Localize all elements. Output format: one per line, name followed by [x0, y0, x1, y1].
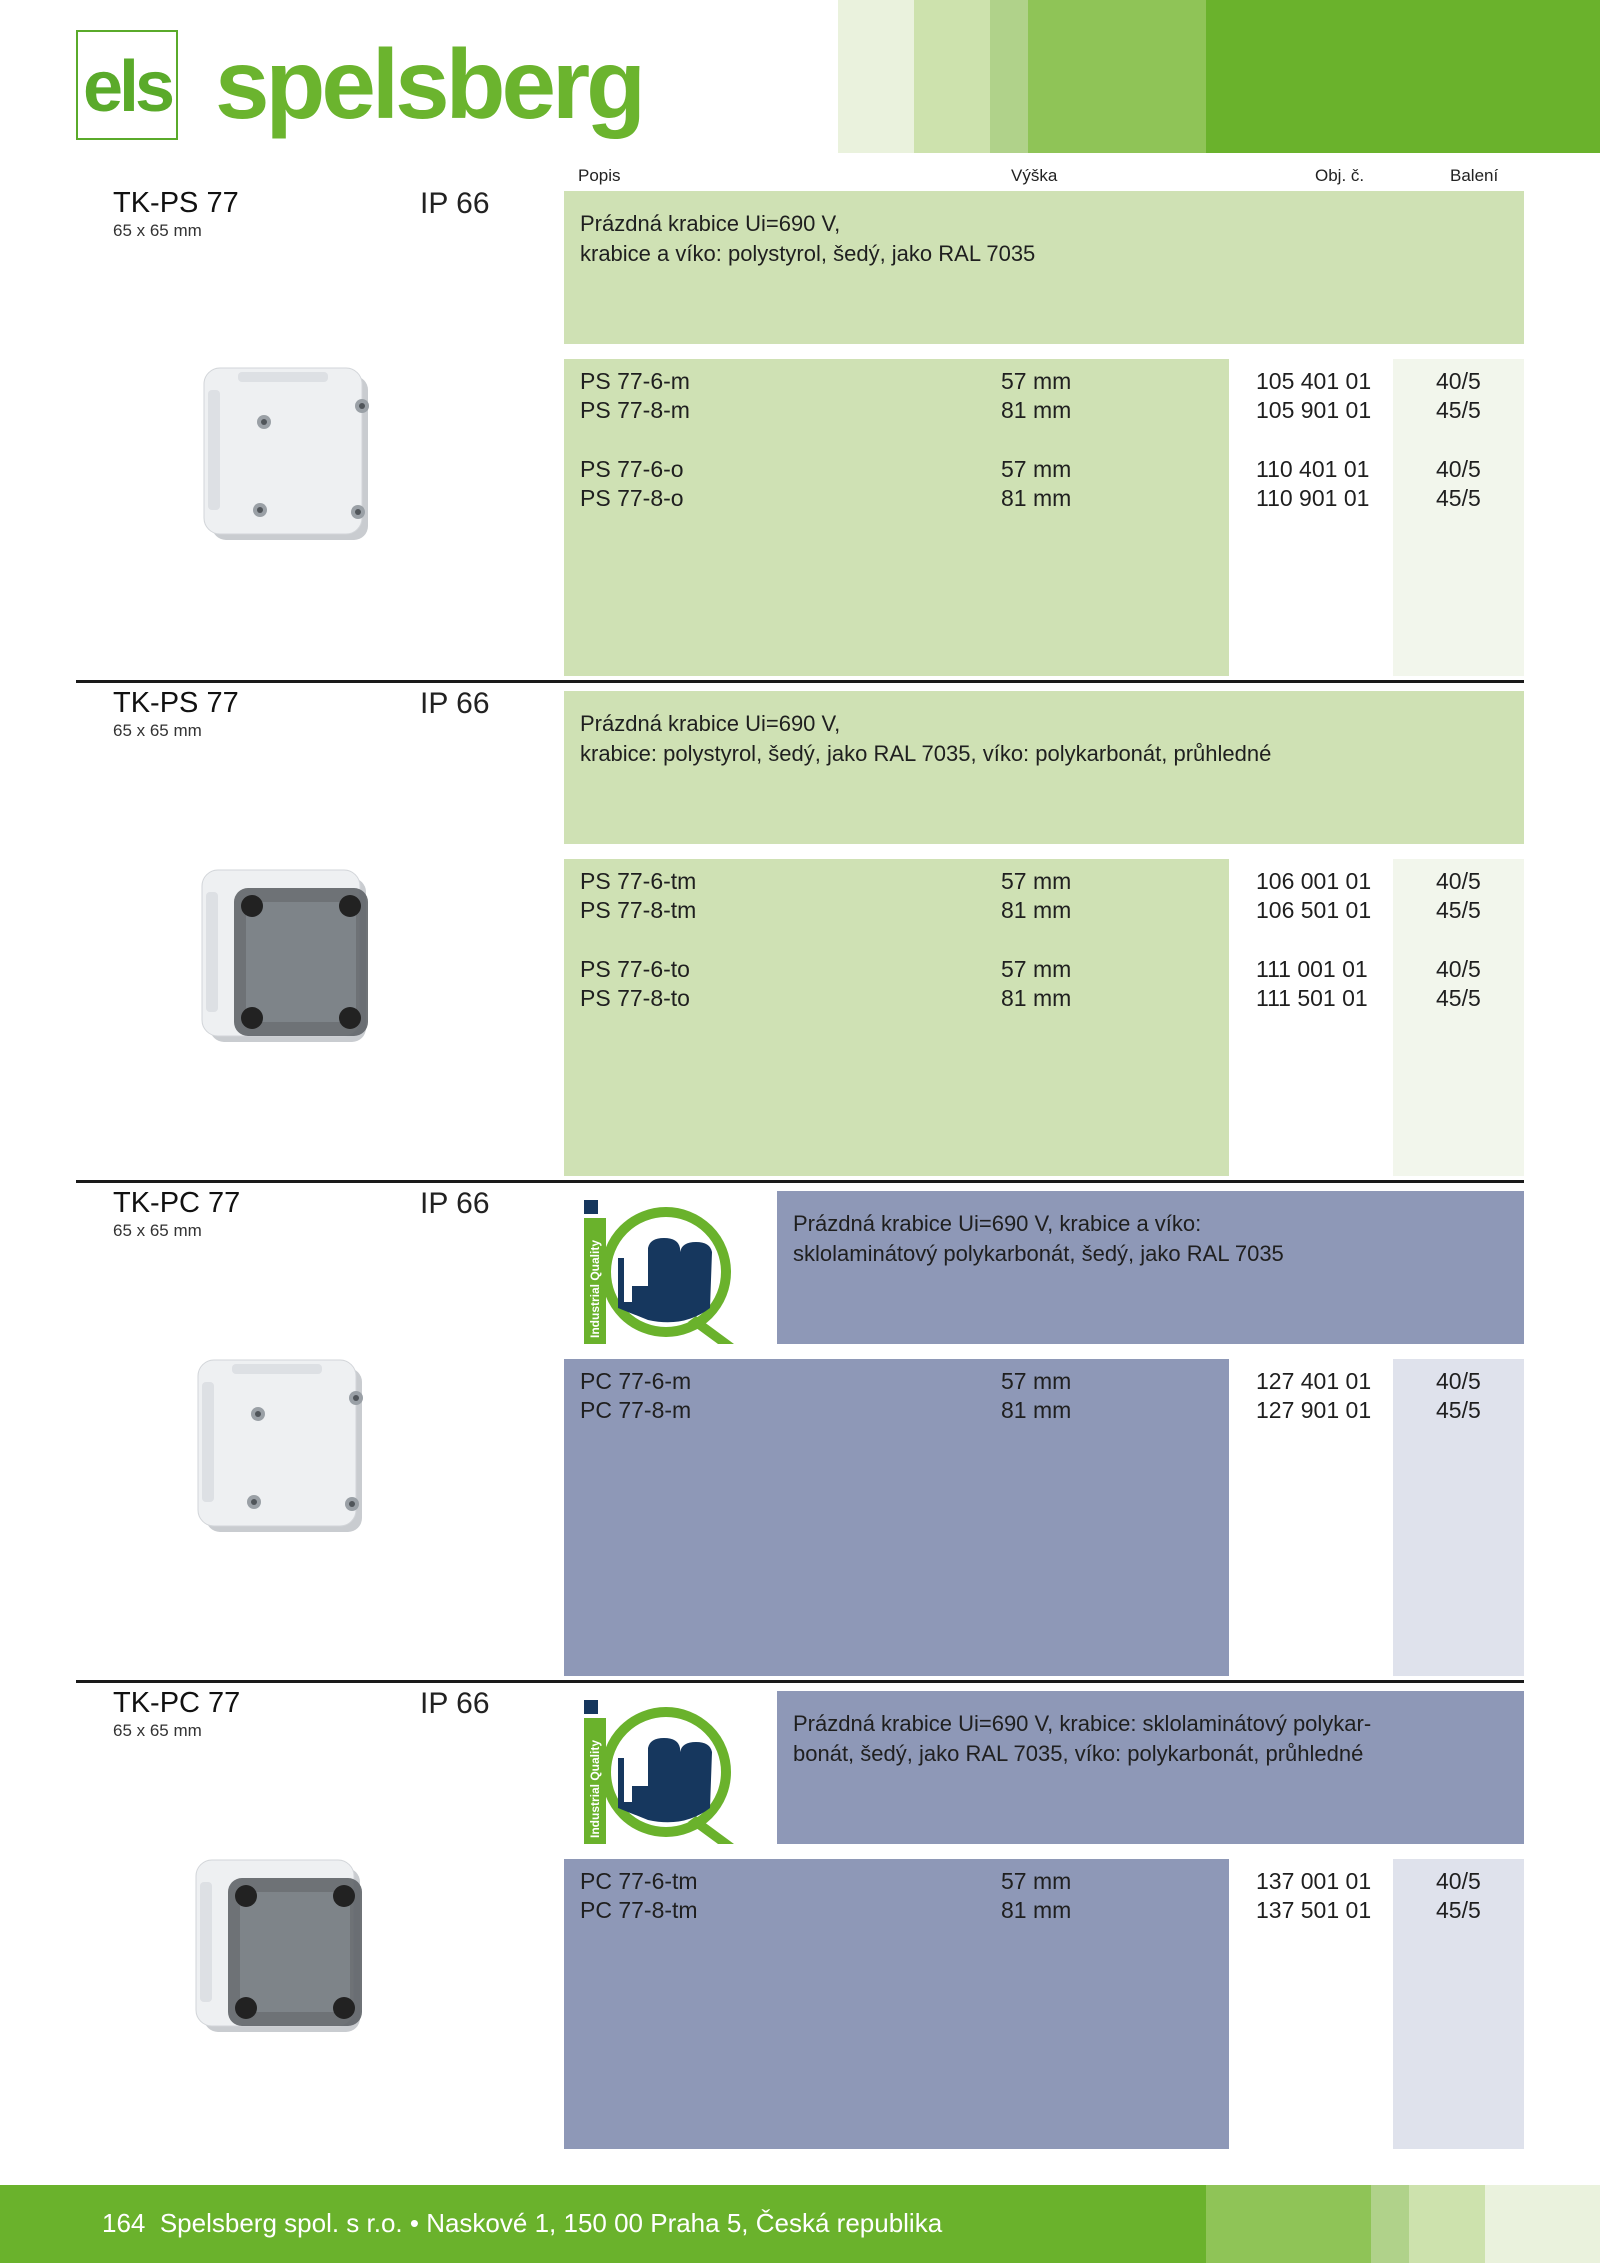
description-box [564, 191, 1524, 344]
variant-name: PS 77-6-tm [580, 868, 697, 894]
variant-name: PC 77-8-m [580, 1397, 692, 1423]
order-number: 111 001 01 [1256, 956, 1368, 982]
header-band-2 [914, 0, 990, 153]
order-number: 110 901 01 [1256, 485, 1370, 511]
product-image-grey-box [198, 360, 378, 550]
variant-height: 57 mm [1001, 1368, 1072, 1394]
description-line-2: bonát, šedý, jako RAL 7035, víko: polykarbonát, průhledné [793, 1741, 1364, 1766]
order-number: 105 401 01 [1256, 368, 1372, 394]
section-dimensions: 65 x 65 mm [113, 221, 202, 240]
footer-band-1 [1206, 2185, 1371, 2263]
industrial-quality-badge [584, 1198, 744, 1346]
section-dimensions: 65 x 65 mm [113, 721, 202, 740]
variant-height: 81 mm [1001, 985, 1072, 1011]
description-box [777, 1191, 1524, 1344]
ip-rating: IP 66 [420, 1187, 490, 1220]
industrial-quality-logo [584, 1198, 744, 1346]
ip-rating: IP 66 [420, 1687, 490, 1720]
description-line-2: sklolaminátový polykarbonát, šedý, jako RAL 7035 [793, 1241, 1284, 1266]
variant-height: 81 mm [1001, 1397, 1072, 1423]
column-header-vyska: Výška [1011, 166, 1058, 185]
packaging: 40/5 [1436, 456, 1481, 482]
description-box [777, 1691, 1524, 1844]
variant-height: 57 mm [1001, 956, 1072, 982]
description-line-1: Prázdná krabice Ui=690 V, [580, 211, 841, 236]
packaging: 45/5 [1436, 985, 1481, 1011]
description-line-1: Prázdná krabice Ui=690 V, krabice a víko: [793, 1211, 1202, 1236]
els-logo: els [76, 30, 178, 140]
order-number: 127 901 01 [1256, 1397, 1372, 1423]
packaging: 40/5 [1436, 1368, 1481, 1394]
column-header-obj: Obj. č. [1315, 166, 1365, 185]
section-divider [76, 1180, 1524, 1183]
variant-name: PC 77-8-tm [580, 1897, 698, 1923]
packaging: 45/5 [1436, 1897, 1481, 1923]
variant-height: 81 mm [1001, 397, 1072, 423]
industrial-quality-logo [584, 1698, 744, 1846]
section-divider [76, 680, 1524, 683]
variant-name: PC 77-6-tm [580, 1868, 698, 1894]
footer-band-2 [1371, 2185, 1409, 2263]
spelsberg-logo: spelsberg [215, 29, 642, 139]
section-dimensions: 65 x 65 mm [113, 1221, 202, 1240]
ip-rating: IP 66 [420, 687, 490, 720]
variant-height: 57 mm [1001, 868, 1072, 894]
order-number: 106 501 01 [1256, 897, 1372, 923]
header-band-4 [1028, 0, 1206, 153]
footer-band-4 [1485, 2185, 1600, 2263]
footer-band-3 [1409, 2185, 1485, 2263]
industrial-quality-label: Industrial Quality [588, 1239, 602, 1338]
order-number: 106 001 01 [1256, 868, 1372, 894]
variant-name: PS 77-6-to [580, 956, 690, 982]
product-image-transparent-lid [196, 862, 376, 1052]
order-number: 105 901 01 [1256, 397, 1372, 423]
variant-height: 81 mm [1001, 1897, 1072, 1923]
description-line-2: krabice a víko: polystyrol, šedý, jako RAL 7035 [580, 241, 1036, 266]
section-title: TK-PC 77 [113, 1187, 241, 1219]
packaging: 45/5 [1436, 897, 1481, 923]
footer-text [102, 2203, 942, 2243]
section-divider [76, 1680, 1524, 1683]
packaging: 45/5 [1436, 1397, 1481, 1423]
column-header-baleni: Balení [1450, 166, 1499, 185]
variant-height: 57 mm [1001, 456, 1072, 482]
variant-name: PS 77-6-m [580, 368, 690, 394]
variant-name: PS 77-6-o [580, 456, 684, 482]
order-number: 111 501 01 [1256, 985, 1368, 1011]
packaging: 45/5 [1436, 485, 1481, 511]
company-address: Spelsberg spol. s r.o. • Naskové 1, 150 00 Praha 5, Česká republika [159, 2208, 943, 2238]
variant-name: PC 77-6-m [580, 1368, 692, 1394]
section-dimensions: 65 x 65 mm [113, 1721, 202, 1740]
ip-rating: IP 66 [420, 187, 490, 220]
header-band-5 [1206, 0, 1600, 153]
order-number: 110 401 01 [1256, 456, 1370, 482]
description-line-2: krabice: polystyrol, šedý, jako RAL 7035, víko: polykarbonát, průhledné [580, 741, 1272, 766]
packaging: 45/5 [1436, 397, 1481, 423]
header-band-1 [838, 0, 914, 153]
product-image-transparent-lid [190, 1852, 370, 2042]
column-header-popis: Popis [578, 166, 621, 185]
packaging: 40/5 [1436, 368, 1481, 394]
variant-name: PS 77-8-o [580, 485, 684, 511]
variant-name: PS 77-8-m [580, 397, 690, 423]
variant-height: 81 mm [1001, 897, 1072, 923]
product-image-grey-box [192, 1352, 372, 1542]
order-number: 137 501 01 [1256, 1897, 1372, 1923]
order-number: 127 401 01 [1256, 1368, 1372, 1394]
order-number: 137 001 01 [1256, 1868, 1372, 1894]
variant-height: 57 mm [1001, 368, 1072, 394]
section-title: TK-PC 77 [113, 1687, 241, 1719]
section-title: TK-PS 77 [113, 187, 239, 219]
packaging: 40/5 [1436, 1868, 1481, 1894]
description-box [564, 691, 1524, 844]
variant-height: 57 mm [1001, 1868, 1072, 1894]
industrial-quality-badge [584, 1698, 744, 1846]
description-line-1: Prázdná krabice Ui=690 V, krabice: sklolaminátový polykar- [793, 1711, 1372, 1736]
variant-name: PS 77-8-to [580, 985, 690, 1011]
header-band-3 [990, 0, 1028, 153]
variant-name: PS 77-8-tm [580, 897, 697, 923]
section-title: TK-PS 77 [113, 687, 239, 719]
variant-height: 81 mm [1001, 485, 1072, 511]
page-number: 164 [102, 2208, 146, 2238]
description-line-1: Prázdná krabice Ui=690 V, [580, 711, 841, 736]
packaging: 40/5 [1436, 956, 1481, 982]
packaging: 40/5 [1436, 868, 1481, 894]
industrial-quality-label: Industrial Quality [588, 1739, 602, 1838]
